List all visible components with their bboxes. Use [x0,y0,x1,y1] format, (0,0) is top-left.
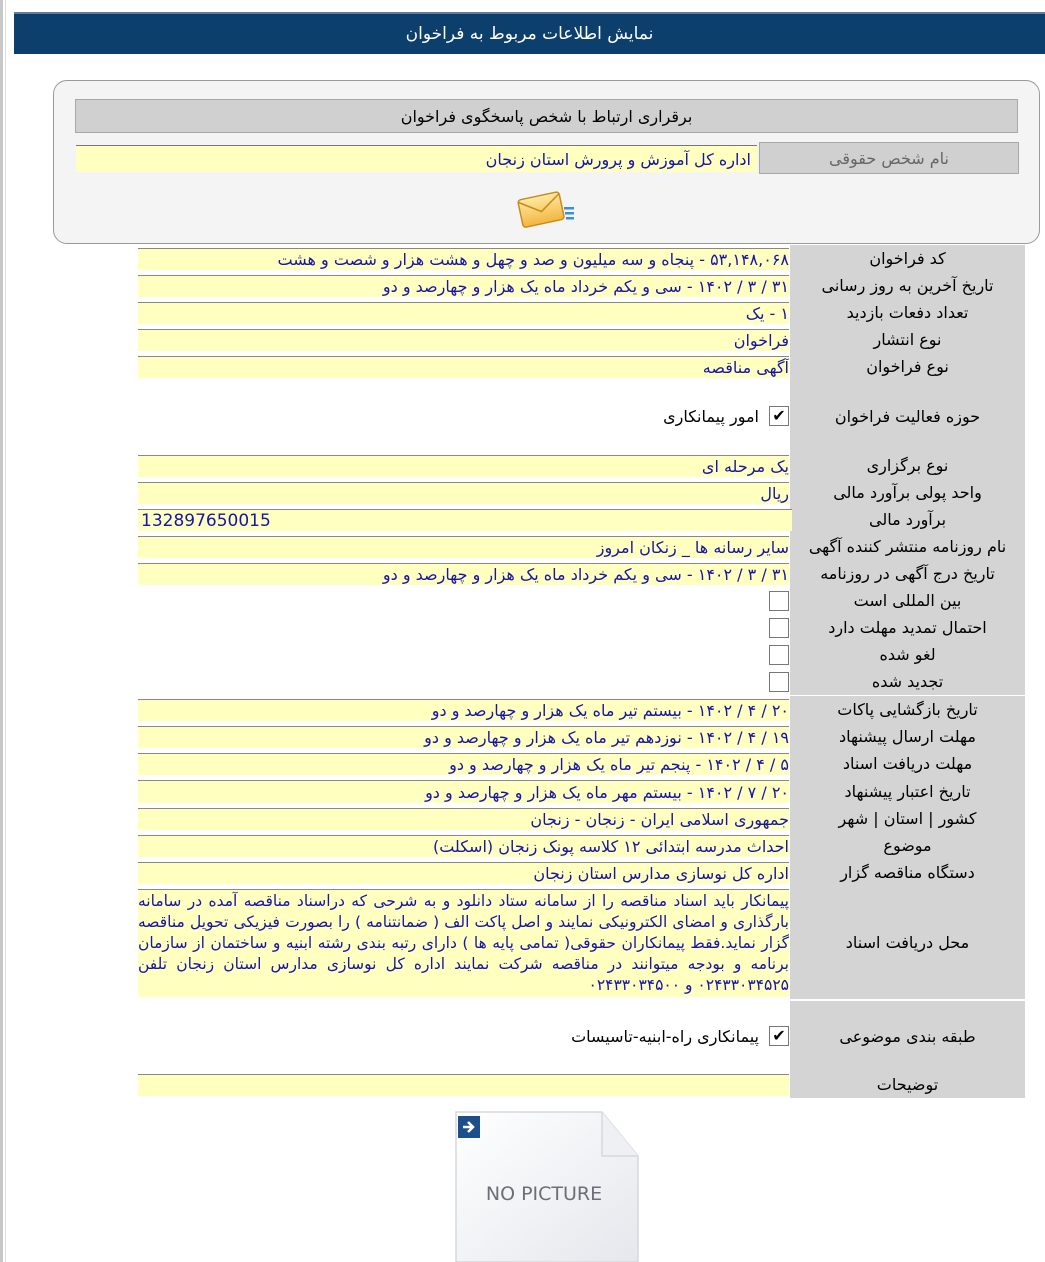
estimate-label: برآورد مالی [790,506,1025,533]
currency-value: ریال [138,482,789,504]
renewed-option [765,668,789,695]
row-visits [0,299,1045,326]
no-picture-image [452,1110,640,1262]
validity-label: تاریخ اعتبار پیشنهاد [790,777,1025,805]
contact-panel [53,80,1040,244]
row-submit-deadline [0,723,1045,750]
opening-date-value: ۲۰ / ۴ / ۱۴۰۲ - بیستم تیر ماه یک هزار و چهارصد و دو [138,699,789,721]
row-publish-type [0,326,1045,353]
last-update-value: ۳۱ / ۳ / ۱۴۰۲ - سی و یکم خرداد ماه یک هزار و چهارصد و دو [138,275,789,297]
last-update-label: تاریخ آخرین به روز رسانی [790,272,1025,299]
international-label: بین المللی است [790,587,1025,614]
category-option-label: پیمانکاری راه-ابنیه-تاسیسات [571,1026,759,1046]
newspaper-date-value: ۳۱ / ۳ / ۱۴۰۲ - سی و یکم خرداد ماه یک هزار و چهارصد و دو [138,563,789,585]
row-code [0,245,1045,272]
location-label: کشور | استان | شهر [790,805,1025,832]
row-call-type [0,353,1045,380]
category-option [500,1001,789,1071]
category-checkbox[interactable]: ✔ [769,1026,789,1046]
contact-title: برقراری ارتباط با شخص پاسخگوی فراخوان [75,99,1018,133]
doc-deadline-value: ۵ / ۴ / ۱۴۰۲ - پنجم تیر ماه یک هزار و چهارصد و دو [138,753,789,775]
organizer-value: اداره کل نوسازی مدارس استان زنجان [138,862,789,884]
notes-value [138,1074,789,1096]
newspaper-value: سایر رسانه ها _ زنکان امروز [138,536,789,558]
holding-type-value: یک مرحله ای [138,455,789,477]
publish-type-label: نوع انتشار [790,326,1025,353]
row-category [0,1001,1045,1071]
page-header [14,12,1045,54]
publish-type-value: فراخوان [138,329,789,351]
cancelled-checkbox[interactable] [769,645,789,665]
submit-deadline-label: مهلت ارسال پیشنهاد [790,723,1025,750]
visits-label: تعداد دفعات بازدید [790,299,1025,326]
validity-value: ۲۰ / ۷ / ۱۴۰۲ - بیستم مهر ماه یک هزار و چهارصد و دو [138,780,789,803]
row-location [0,805,1045,832]
cancelled-label: لغو شده [790,641,1025,668]
subject-label: موضوع [790,832,1025,859]
call-type-value: آگهی مناقصه [138,356,789,378]
estimate-value: 132897650015 [138,509,792,531]
renewed-label: تجدید شده [790,668,1025,695]
submit-deadline-value: ۱۹ / ۴ / ۱۴۰۲ - نوزدهم تیر ماه یک هزار و چهارصد و دو [138,726,789,748]
currency-label: واحد پولی برآورد مالی [790,479,1025,506]
activity-option [510,380,789,452]
envelope-icon[interactable] [514,187,578,231]
row-doc-deadline [0,750,1045,777]
code-value: ۵۳,۱۴۸,۰۶۸ - پنجاه و سه میلیون و صد و چهل و هشت هزار و شصت و هشت [138,248,789,270]
holding-type-label: نوع برگزاری [790,452,1025,479]
row-doc-place [0,886,1045,999]
extension-option [765,614,789,641]
row-cancelled [0,641,1045,668]
activity-checkbox[interactable]: ✔ [769,406,789,426]
legal-person-value: اداره کل آموزش و پرورش استان زنجان [76,145,757,172]
opening-date-label: تاریخ بازگشایی پاکات [790,696,1025,723]
row-newspaper-date [0,560,1045,587]
row-estimate [0,506,1045,533]
row-opening-date [0,696,1045,723]
renewed-checkbox[interactable] [769,672,789,692]
doc-place-label: محل دریافت اسناد [790,886,1025,999]
row-notes [0,1071,1045,1098]
doc-deadline-label: مهلت دریافت اسناد [790,750,1025,777]
activity-label: حوزه فعالیت فراخوان [790,380,1025,452]
row-organizer [0,859,1045,886]
row-currency [0,479,1045,506]
page-title: نمایش اطلاعات مربوط به فراخوان [405,24,654,44]
code-label: کد فراخوان [790,245,1025,272]
newspaper-date-label: تاریخ درج آگهی در روزنامه [790,560,1025,587]
row-newspaper [0,533,1045,560]
international-checkbox[interactable] [769,591,789,611]
activity-option-label: امور پیمانکاری [663,406,759,426]
extension-checkbox[interactable] [769,618,789,638]
row-extension [0,614,1045,641]
cancelled-option [765,641,789,668]
visits-value: ۱ - یک [138,302,789,324]
organizer-label: دستگاه مناقصه گزار [790,859,1025,886]
subject-value: احداث مدرسه ابتدائی ۱۲ کلاسه پونک زنجان (اسکلت) [138,835,789,857]
row-subject [0,832,1045,859]
doc-place-value: پیمانکار باید اسناد مناقصه را از سامانه ستاد دانلود و به شرحی که دراسناد مناقصه آمده در سامانه بارگذاری و امضای الکترونیکی نمایند و اصل پاکت الف ( ضمانتنامه ) را بصورت فیزیکی تحویل مناقصه گزار نماید.فقط پیمانکاران حقوقی( تمامی پایه ها ) دارای رتبه بندی رشته ابنیه و ساختمان از سازمان برنامه و بودجه میتوانند در مناقصه شرکت نمایند اداره کل نوسازی مدارس استان زنجان تلفن ۰۲۴۳۳۰۳۴۵۲۵ و ۰۲۴۳۳۰۳۴۵۰۰ [138,889,789,997]
category-label: طبقه بندی موضوعی [790,1001,1025,1071]
row-last-update [0,272,1045,299]
row-validity [0,777,1045,805]
international-option [765,587,789,614]
row-holding-type [0,452,1045,479]
no-picture-text: NO PICTURE [485,1183,603,1205]
row-activity [0,380,1045,452]
extension-label: احتمال تمدید مهلت دارد [790,614,1025,641]
call-type-label: نوع فراخوان [790,353,1025,380]
row-renewed [0,668,1045,695]
newspaper-label: نام روزنامه منتشر کننده آگهی [790,533,1025,560]
location-value: جمهوری اسلامی ایران - زنجان - زنجان [138,808,789,830]
legal-person-label: نام شخص حقوقی [759,142,1019,174]
notes-label: توضیحات [790,1071,1025,1098]
row-international [0,587,1045,614]
